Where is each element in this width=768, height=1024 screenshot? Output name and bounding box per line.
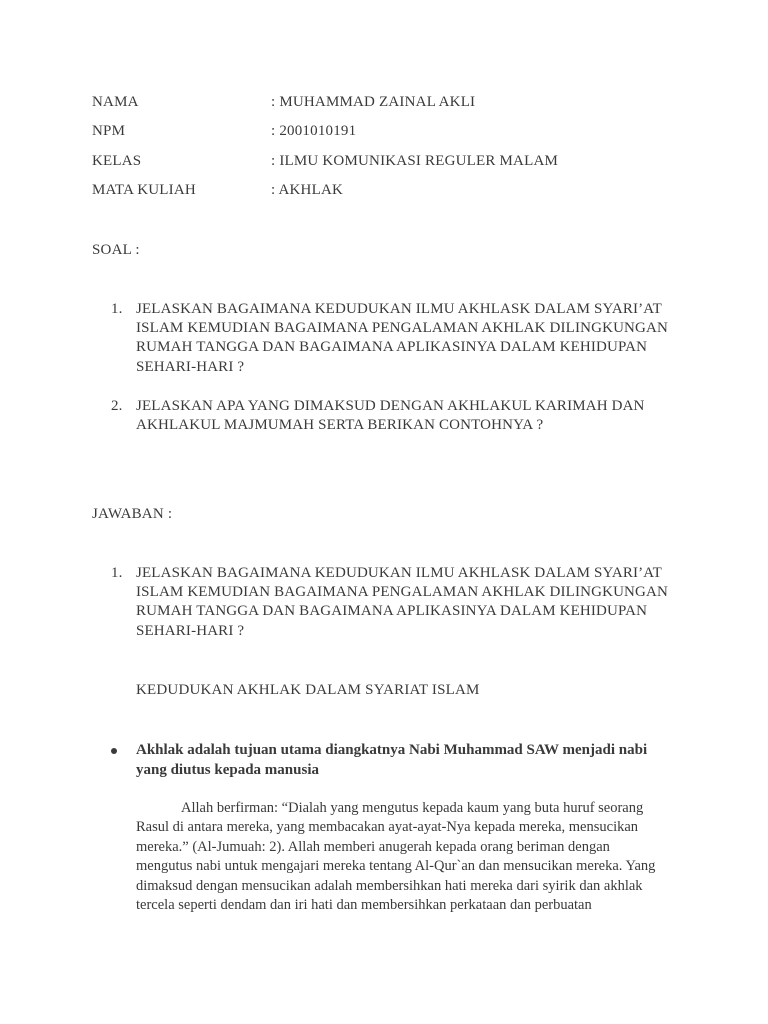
question-text: JELASKAN BAGAIMANA KEDUDUKAN ILMU AKHLASK DALAM SYARI’AT ISLAM KEMUDIAN BAGAIMANA PENGALAMAN AKHLAK DILINGKUNGAN RUMAH TANGGA DAN BAGAIMANA APLIKASINYA DALAM KEHIDUPAN SEHARI-HARI ? bbox=[136, 565, 668, 639]
bullet-icon bbox=[111, 748, 117, 754]
question-number: 2. bbox=[111, 398, 123, 414]
answer-paragraph bbox=[136, 799, 666, 915]
info-value: : ILMU KOMUNIKASI REGULER MALAM bbox=[271, 153, 559, 169]
jawaban-heading: JAWABAN : bbox=[92, 506, 173, 522]
section-subheading: KEDUDUKAN AKHLAK DALAM SYARIAT ISLAM bbox=[136, 682, 480, 698]
info-value: : AKHLAK bbox=[271, 182, 344, 198]
question-number: 1. bbox=[111, 565, 123, 581]
question-text: JELASKAN APA YANG DIMAKSUD DENGAN AKHLAKUL KARIMAH DAN AKHLAKUL MAJMUMAH SERTA BERIKAN CONTOHNYA ? bbox=[136, 398, 645, 434]
info-value: : MUHAMMAD ZAINAL AKLI bbox=[271, 94, 476, 110]
info-value: : 2001010191 bbox=[271, 123, 357, 139]
info-label: NAMA bbox=[92, 94, 139, 110]
info-label: MATA KULIAH bbox=[92, 182, 196, 198]
info-label: NPM bbox=[92, 123, 126, 139]
bullet-text: Akhlak adalah tujuan utama diangkatnya Nabi Muhammad SAW menjadi nabi yang diutus kepada manusia bbox=[136, 742, 648, 778]
question-number: 1. bbox=[111, 301, 123, 317]
soal-heading: SOAL : bbox=[92, 242, 140, 258]
info-label: KELAS bbox=[92, 153, 142, 169]
paragraph-text: Allah berfirman: “Dialah yang mengutus kepada kaum yang buta huruf seorang Rasul di antara mereka, yang membacakan ayat-ayat-Nya kepada mereka, mensucikan mereka.” (Al-Jumuah: 2). Allah memberi anugerah kepada orang beriman dengan mengutus nabi untuk mengajari mereka tentang Al-Qur`an dan mensucikan mereka. Yang dimaksud dengan mensucikan adalah membersihkan hati mereka dari syirik dan akhlak tercela seperti dendam dan iri hati dan membersihkan perkataan dan perbuatan bbox=[136, 800, 656, 914]
question-text: JELASKAN BAGAIMANA KEDUDUKAN ILMU AKHLASK DALAM SYARI’AT ISLAM KEMUDIAN BAGAIMANA PENGALAMAN AKHLAK DILINGKUNGAN RUMAH TANGGA DAN BAGAIMANA APLIKASINYA DALAM KEHIDUPAN SEHARI-HARI ? bbox=[136, 301, 668, 375]
